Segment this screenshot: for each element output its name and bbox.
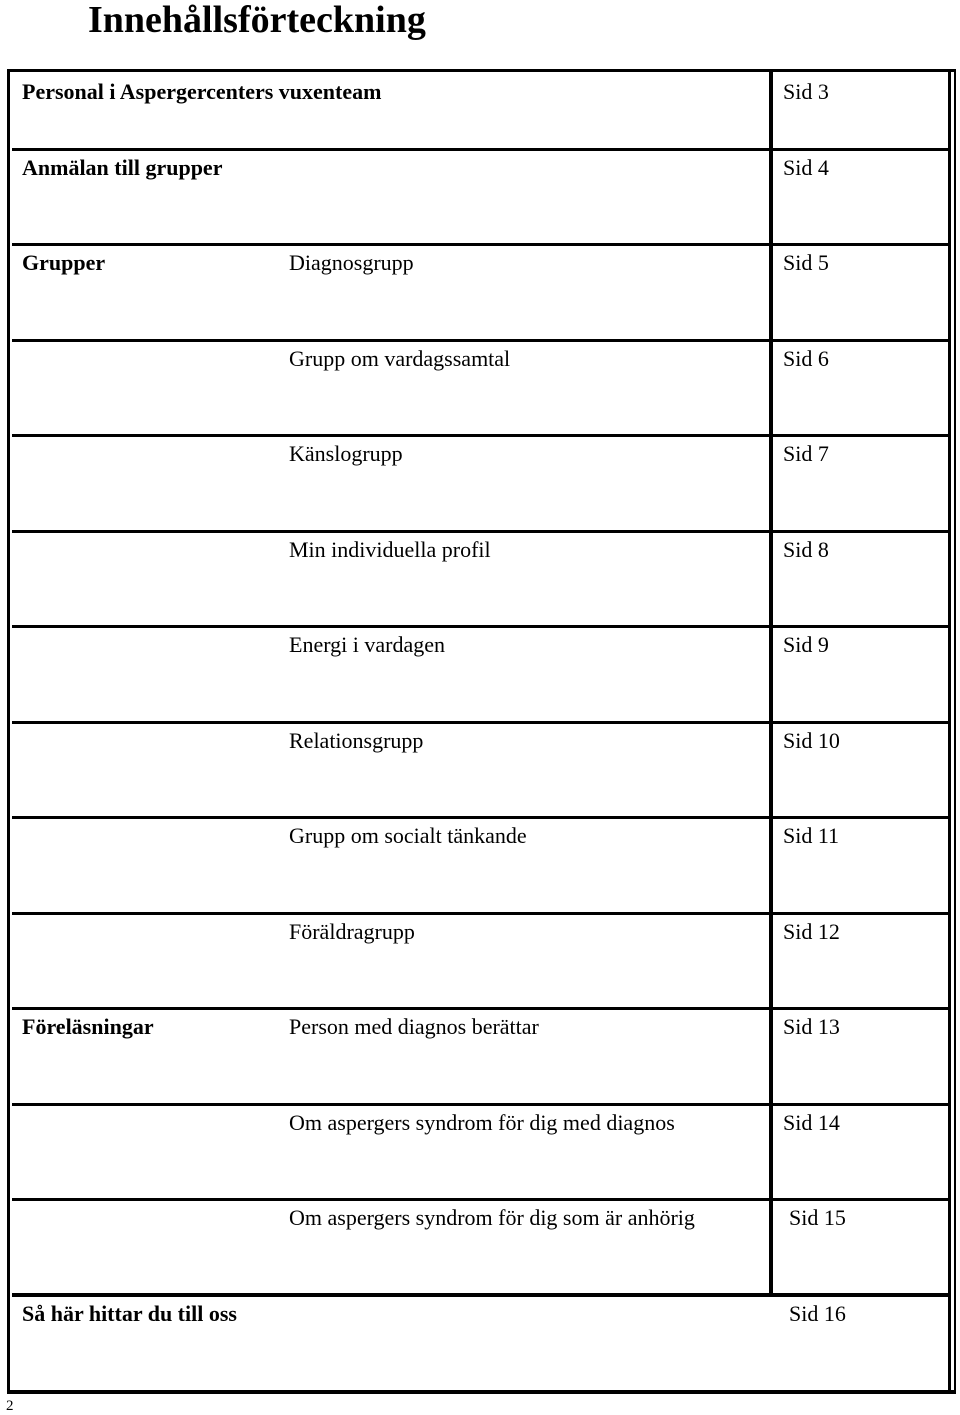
- toc-item-label: Min individuella profil: [289, 537, 491, 562]
- row-divider: [12, 1103, 948, 1106]
- row-divider: [12, 434, 948, 437]
- toc-item-label: Grupp om socialt tänkande: [289, 823, 527, 848]
- row-divider: [12, 1007, 948, 1010]
- toc-page-ref: Sid 16: [789, 1301, 846, 1326]
- toc-section-label: Personal i Aspergercenters vuxenteam: [22, 79, 382, 104]
- toc-page-ref: Sid 11: [783, 823, 840, 848]
- row-divider: [12, 721, 948, 724]
- row-divider: [12, 243, 948, 246]
- toc-section-label: Grupper: [22, 250, 106, 275]
- toc-item-label: Energi i vardagen: [289, 632, 445, 657]
- toc-page-ref: Sid 10: [783, 728, 840, 753]
- row-divider: [12, 625, 948, 628]
- row-divider: [12, 148, 948, 151]
- toc-page-ref: Sid 5: [783, 250, 829, 275]
- toc-item-label: Grupp om vardagssamtal: [289, 346, 511, 371]
- toc-item-label: Om aspergers syndrom för dig som är anhörig: [289, 1205, 695, 1230]
- toc-item-label: Om aspergers syndrom för dig med diagnos: [289, 1110, 675, 1135]
- page-number: 2: [6, 1398, 14, 1414]
- toc-page-ref: Sid 6: [783, 346, 829, 371]
- toc-page-ref: Sid 13: [783, 1014, 840, 1039]
- toc-item-label: Känslogrupp: [289, 441, 403, 466]
- toc-page-ref: Sid 9: [783, 632, 829, 657]
- row-divider: [12, 339, 948, 342]
- row-divider: [12, 912, 948, 915]
- row-divider: [12, 1293, 948, 1297]
- toc-section-label: Så här hittar du till oss: [22, 1301, 237, 1326]
- row-divider: [12, 530, 948, 533]
- toc-page-ref: Sid 3: [783, 79, 829, 104]
- toc-column-divider: [769, 69, 773, 1294]
- toc-item-label: Person med diagnos berättar: [289, 1014, 539, 1039]
- toc-page-ref: Sid 7: [783, 441, 829, 466]
- row-divider: [12, 816, 948, 819]
- toc-page-ref: Sid 8: [783, 537, 829, 562]
- toc-page-ref: Sid 15: [789, 1205, 846, 1230]
- toc-section-label: Föreläsningar: [22, 1014, 154, 1039]
- page-title: Innehållsförteckning: [88, 0, 426, 41]
- toc-right-border: [948, 69, 951, 1394]
- toc-item-label: Föräldragrupp: [289, 919, 415, 944]
- toc-item-label: Diagnosgrupp: [289, 250, 414, 275]
- toc-page-ref: Sid 14: [783, 1110, 840, 1135]
- toc-page-ref: Sid 4: [783, 155, 829, 180]
- toc-section-label: Anmälan till grupper: [22, 155, 223, 180]
- toc-page-ref: Sid 12: [783, 919, 840, 944]
- row-divider: [12, 1198, 948, 1201]
- toc-item-label: Relationsgrupp: [289, 728, 424, 753]
